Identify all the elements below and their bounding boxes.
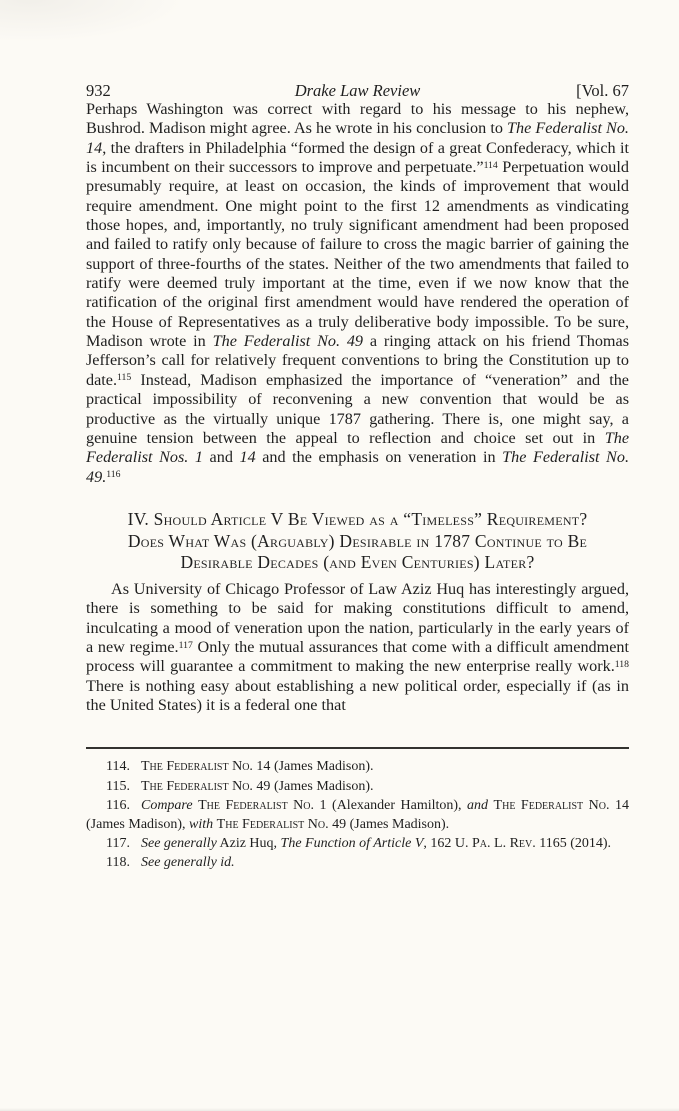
footnote-text: See generally Aziz Huq, The Function of Article V, 162 U. Pa. L. Rev. 1165 (2014). <box>140 836 612 852</box>
footnote-number: 116. <box>106 797 130 813</box>
page-number: 932 <box>86 81 111 100</box>
running-header <box>86 81 629 100</box>
footnote-116 <box>86 796 629 834</box>
body-paragraph-1: Perhaps Washington was correct with regard to his message to his nephew, Bushrod. Madison might agree. As he wrote in his conclusion to The Federalist No. 14, the drafters in Philadelphia “formed the design of a great Confederacy, which it is incumbent on their successors to improve and perpetuate.”$^{114}$ Perpetuation would presumably require, at least on occasion, the kinds of improvement that would require amendment. One might point to the first 12 amendments as vindicating those hopes, and, importantly, no truly significant amendment had been proposed and failed to ratify only because of failure to cross the magic barrier of gaining the support of three-fourths of the states. Neither of the two amendments that failed to ratify were deemed truly important at the time, even if we now know that the ratification of the original first amendment would have rendered the operation of the House of Representatives as a truly deliberative body impossible. To be sure, Madison wrote in The Federalist No. 49 a ringing attack on his friend Thomas Jefferson’s call for relatively frequent conventions to bring the Constitution up to date.$^{115}$ Instead, Madison emphasized the importance of “veneration” and the practical impossibility of reconvening a new convention that would be as productive as the virtually unique 1787 gathering. There is, one might say, a genuine tension between the appeal to reflection and choice set out in The Federalist Nos. 1 and 14 and the emphasis on veneration in The Federalist No. 49.$^{116}$ <box>86 100 629 486</box>
footnote-text: The Federalist No. 14 (James Madison). <box>140 759 374 775</box>
footnote-115 <box>86 777 629 796</box>
heading-line-3: Desirable Decades (and Even Centuries) Later? <box>180 552 535 573</box>
footnote-117 <box>86 834 629 853</box>
footnote-separator <box>86 747 629 749</box>
footnote-number: 114. <box>106 759 130 775</box>
heading-line-1: IV. Should Article V Be Viewed as a “Timeless” Requirement? <box>127 508 588 529</box>
footnote-114 <box>86 757 629 776</box>
footnote-number: 115. <box>106 778 130 794</box>
footnote-118 <box>86 853 629 872</box>
footnote-text: The Federalist No. 49 (James Madison). <box>140 778 374 794</box>
article-body <box>86 100 629 715</box>
volume-label: [Vol. 67 <box>576 81 629 100</box>
section-heading <box>86 509 629 574</box>
journal-title: Drake Law Review <box>294 81 421 100</box>
body-paragraph-2: As University of Chicago Professor of Law Aziz Huq has interestingly argued, there is something to be said for making constitutions difficult to amend, inculcating a mood of veneration upon the nation, particularly in the early years of a new regime.$^{117}$ Only the mutual assurances that come with a difficult amendment process will guarantee a commitment to making the new enterprise really work.$^{118}$ There is nothing easy about establishing a new political order, especially if (as in the United States) it is a federal one that <box>86 579 629 715</box>
footnote-text: Compare The Federalist No. 1 (Alexander Hamilton), and The Federalist No. 14 (James Madison), with The Federalist No. 49 (James Madison). <box>86 797 629 832</box>
heading-line-2: Does What Was (Arguably) Desirable in 1787 Continue to Be <box>127 530 588 551</box>
footnote-number: 118. <box>106 855 130 871</box>
footnote-text: See generally id. <box>140 855 235 871</box>
footnote-number: 117. <box>106 836 130 852</box>
footnotes-section <box>86 757 629 872</box>
